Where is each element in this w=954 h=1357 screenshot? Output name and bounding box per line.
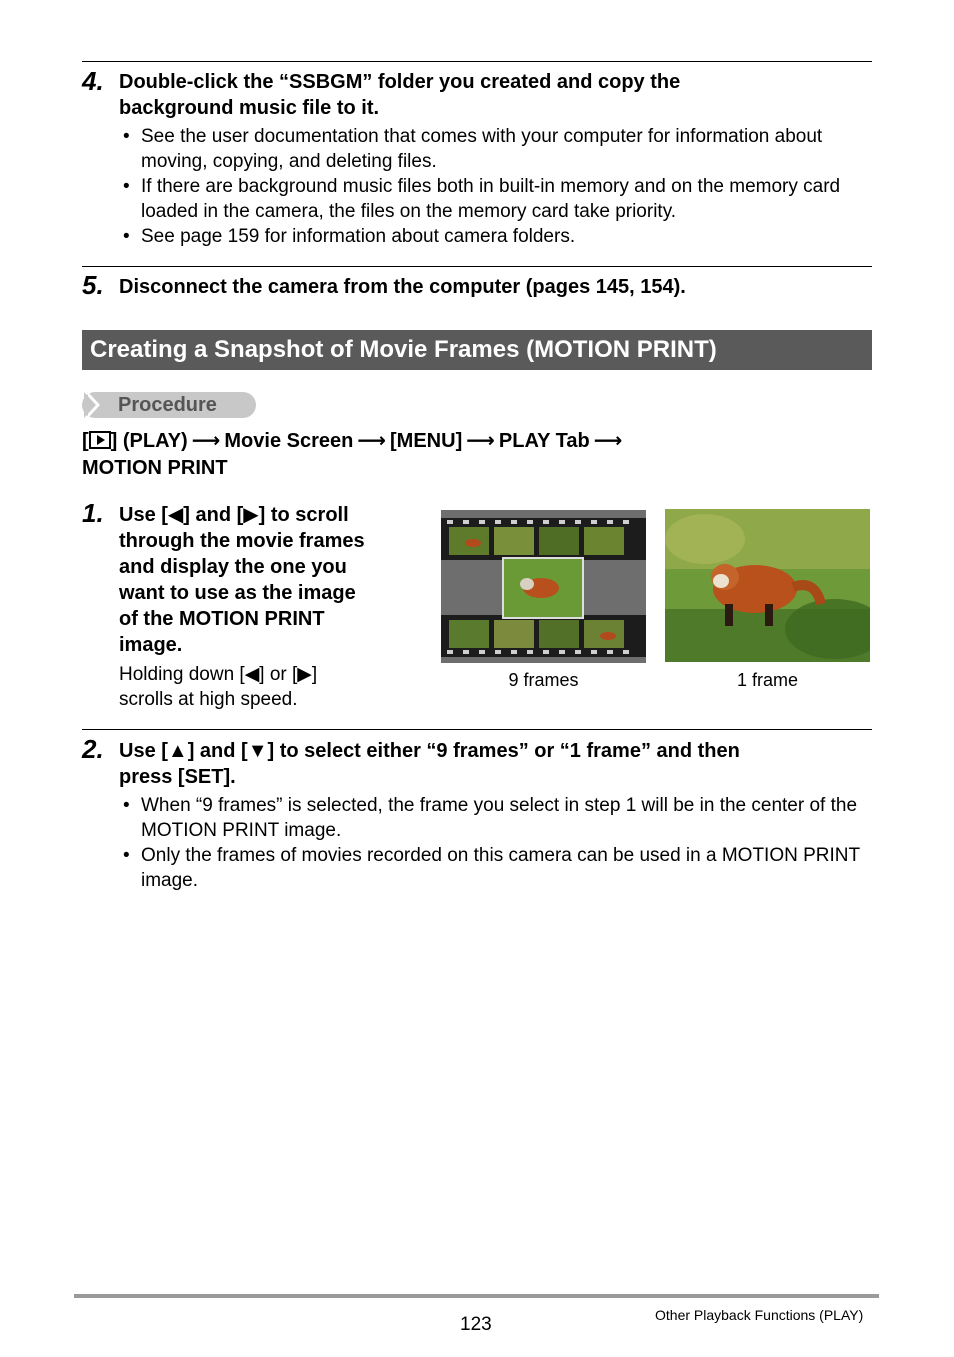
step5-title: Disconnect the camera from the computer (pages 145, 154). [119, 276, 686, 298]
step1-note-line: scrolls at high speed. [119, 689, 298, 710]
path-movie-screen: Movie Screen [224, 430, 354, 452]
one-frame-image [665, 509, 870, 662]
arrow-icon: ⟶ [593, 430, 623, 452]
step4-number: 4. [82, 66, 104, 96]
step1-note-line: Holding down [◀] or [▶] [119, 664, 318, 685]
step1-title-line: of the MOTION PRINT [119, 608, 325, 630]
page-number: 123 [460, 1314, 492, 1335]
nine-frames-image [441, 510, 646, 663]
procedure-badge [82, 392, 256, 418]
step2-title-line2: press [SET]. [119, 766, 236, 788]
step4-title-line2: background music file to it. [119, 97, 380, 119]
arrow-icon: ⟶ [191, 430, 221, 452]
step1-title [119, 502, 419, 658]
step2-title [119, 738, 740, 790]
step2-title-line1: Use [▲] and [▼] to select either “9 frames” or “1 frame” and then [119, 740, 740, 762]
step2-bullet: • When “9 frames” is selected, the frame you select in step 1 will be in the center of the MOTION PRINT image. [119, 793, 874, 843]
footer-rule [74, 1294, 879, 1298]
arrow-icon: ⟶ [357, 430, 387, 452]
play-icon [89, 431, 111, 449]
arrow-icon: ⟶ [466, 430, 495, 452]
step2-bullet: • Only the frames of movies recorded on this camera can be used in a MOTION PRINT image. [119, 843, 874, 893]
path-motion-print: MOTION PRINT [82, 457, 228, 479]
step1-title-line: Use [◀] and [▶] to scroll [119, 504, 349, 526]
section-header [82, 330, 872, 370]
step1-title-line: through the movie frames [119, 530, 365, 552]
step4-bullets [119, 124, 874, 249]
section-title: Creating a Snapshot of Movie Frames (MOTION PRINT) [90, 336, 717, 363]
path-menu: [MENU] [390, 430, 463, 452]
step2-number: 2. [82, 734, 104, 764]
step4-title-line1: Double-click the “SSBGM” folder you created and copy the [119, 71, 681, 93]
step4-title [119, 69, 680, 121]
nine-frames-caption: 9 frames [508, 670, 579, 690]
chapter-title: Other Playback Functions (PLAY) [655, 1307, 864, 1323]
step1-note [119, 662, 317, 712]
step1-number: 1. [82, 498, 104, 528]
step4-bullet: • If there are background music files both in built-in memory and on the memory card loaded in the camera, the files on the memory card take priority. [119, 174, 874, 224]
path-play: ] (PLAY) [110, 430, 188, 452]
one-frame-caption: 1 frame [736, 670, 799, 690]
step5-rule [82, 266, 872, 267]
step4-bullet: • See the user documentation that comes with your computer for information about moving, copying, and deleting files. [119, 124, 874, 174]
step4-rule [82, 61, 872, 62]
step1-title-line: image. [119, 634, 183, 656]
step4-bullet: • See page 159 for information about camera folders. [119, 224, 874, 249]
step2-rule [82, 729, 872, 730]
step1-title-line: and display the one you [119, 556, 347, 578]
menu-path [82, 428, 862, 482]
step5-number: 5. [82, 270, 104, 300]
step2-bullets [119, 793, 874, 893]
path-play-tab: PLAY Tab [498, 430, 590, 452]
chevron-icon-inner [84, 392, 96, 418]
step1-title-line: want to use as the image [119, 582, 356, 604]
menu-path-line1: [ ] (PLAY) ⟶ Movie Screen ⟶ [MENU] ⟶ PLAY Tab ⟶ [82, 428, 862, 455]
procedure-label: Procedure [118, 394, 217, 416]
